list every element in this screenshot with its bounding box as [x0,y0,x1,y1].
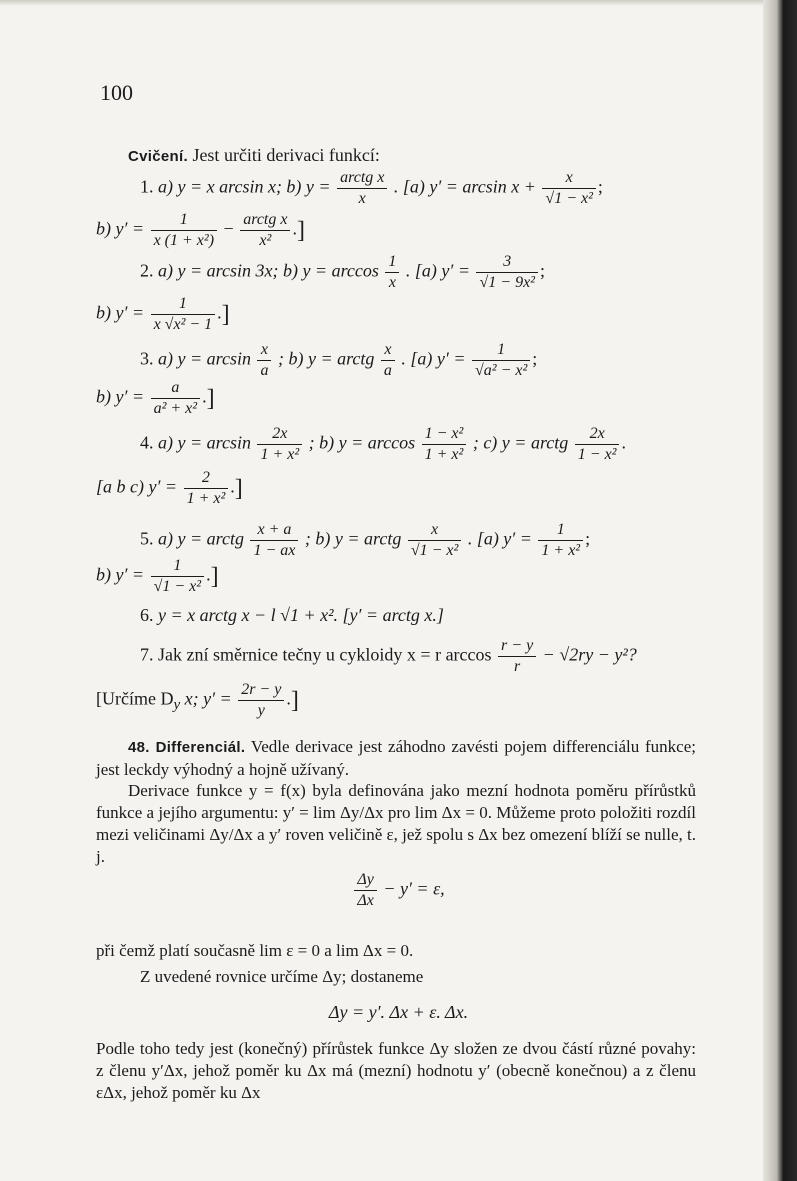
fraction-numerator: 3 [476,252,537,273]
fraction-denominator: r [513,658,521,675]
exercise-7-label: 7. [140,644,154,665]
fraction-denominator: Δx [357,892,374,909]
exercise-5-b: ; b) y = arctg [304,528,402,549]
exercise-5-label: 5. [140,528,154,549]
exercise-4: 4. a) y = arcsin $\frac{2x}{\text{1 + x²}}$ ; b) y = arccos $\frac{\text{1 − x²}}{\text{1 + x²}}$ ; c) y = arctg $\frac{2x}{\text{1 − x²}}$ . [140,425,626,463]
exercise-4-label: 4. [140,432,154,453]
fraction-denominator: x [388,274,396,291]
exercise-6-label: 6. [140,605,154,625]
fraction-numerator: 1 [538,520,583,541]
fraction-numerator: 2x [257,424,302,445]
fraction-numerator: 2r − y [238,680,284,701]
page-number: 100 [100,80,133,105]
exercises-intro: Jest určiti derivaci funkcí: [192,145,380,165]
exercise-1: 1. a) y = x arcsin x; b) y = $\frac{\text{arctg x}}{x}$ . [a) y′ = arcsin x + $\frac{x}{\text{√1 − x²}}$ ; [140,169,603,207]
fraction-denominator: a [383,362,392,379]
fraction-numerator: 1 [472,340,530,361]
exercise-5-answer-a-fraction [538,520,583,561]
fraction-denominator: √1 − x² [545,190,593,207]
fraction-numerator: 1 − x² [422,424,467,445]
fraction-numerator: x [257,340,271,361]
exercise-2-a: a) y = arcsin 3x; b) y = arccos [158,260,379,281]
exercise-2-answer-b: b) y′ = $\frac{1}{\text{x √x² − 1}}$ .] [96,295,230,333]
fraction-numerator: arctg x [337,168,387,189]
fraction-numerator: x + a [250,520,298,541]
fraction-numerator: r − y [498,636,536,657]
exercise-7-answer-mid: x; y′ = [184,688,232,709]
fraction-denominator: 1 + x² [186,490,226,507]
exercise-2: 2. a) y = arcsin 3x; b) y = arccos $\frac{1}{x}$ . [a) y′ = $\frac{3}{\text{√1 − 9x²}}$ ; [140,253,545,291]
exercise-1-a: a) y = x arcsin x; b) y = [158,176,331,197]
exercise-4-c-fraction [575,424,620,465]
fraction-denominator: x [358,190,366,207]
exercise-7-fraction [498,636,536,677]
exercise-4-answer-lead: [a b c) y′ = [96,476,178,497]
exercise-5-answer-b-lead: b) y′ = [96,564,145,585]
fraction-numerator: x [381,340,395,361]
exercise-2-answer-a-lead: . [a) y′ = [405,260,470,281]
equation-2: Δy = y′. Δx + ε. Δx. [328,1002,469,1022]
exercise-1-b-fraction [337,168,387,209]
exercise-4-answer: [a b c) y′ = $\frac{2}{\text{1 + x²}}$ .] [96,469,243,507]
exercise-2-b-fraction [385,252,399,293]
fraction-denominator: 1 − ax [253,542,296,559]
exercises-heading [128,144,380,168]
section-paragraph-1 [96,736,696,781]
exercise-2-answer-a-fraction [476,252,537,293]
exercise-1-answer-b-lead: b) y′ = [96,218,145,239]
exercise-7-text: Jak zní směrnice tečny u cykloidy x = r arccos [158,644,492,665]
equation-1 [0,870,797,911]
fraction-numerator: x [408,520,461,541]
fraction-denominator: x (1 + x²) [153,232,215,249]
equation-1-tail: − y′ = ε, [383,878,445,899]
exercise-3-b: ; b) y = arctg [277,348,375,369]
fraction-denominator: √1 − x² [153,578,202,595]
section-paragraph-4: Z uvedené rovnice určíme Δy; dostaneme [140,967,424,986]
page-top-shadow [0,0,797,6]
fraction-denominator: x² [259,232,272,249]
exercise-3-answer-b-lead: b) y′ = [96,386,145,407]
exercise-5-b-fraction [408,520,461,561]
fraction-denominator: √1 − 9x² [479,274,535,291]
fraction-numerator: 1 [385,252,399,273]
exercise-7-answer: [Určíme $D_y$ x; y′ = $\frac{2r - y}{y}$ .] [96,681,299,719]
fraction-denominator: x √x² − 1 [153,316,213,333]
exercise-6-text: y = x arctg x − l √1 + x². [y′ = arctg x.] [158,605,444,625]
fraction-denominator: 1 − x² [577,446,617,463]
exercises-title: Cvičení. [128,148,188,165]
fraction-denominator: 1 + x² [424,446,464,463]
fraction-denominator: 1 + x² [260,446,300,463]
exercise-1-label: 1. [140,176,154,197]
exercise-3-answer-a-fraction [472,340,530,381]
exercise-5: 5. a) y = arctg $\frac{x + a}{1 - ax}$ ; b) y = arctg $\frac{x}{\text{√1 − x²}}$ . [a) y′ = $\frac{1}{\text{1 + x²}}$ ; [140,521,591,559]
exercise-5-answer-a-lead: . [a) y′ = [467,528,532,549]
section-number: 48. [128,739,150,756]
equation-1-fraction [354,870,377,911]
fraction-numerator: x [542,168,595,189]
exercise-3-answer-b: b) y′ = $\frac{a}{\text{a² + x²}}$ .] [96,379,215,417]
exercise-4-b-fraction [422,424,467,465]
exercise-7-answer-fraction [238,680,284,721]
exercise-3-label: 3. [140,348,154,369]
exercise-1-answer-b2-fraction [240,210,290,251]
exercise-3-a-fraction [257,340,271,381]
exercise-4-b: ; b) y = arccos [308,432,416,453]
exercise-7 [140,636,637,677]
exercise-2-label: 2. [140,260,154,281]
exercise-1-answer-a-fraction [542,168,595,209]
exercise-4-a: a) y = arcsin [158,432,251,453]
fraction-numerator: 1 [151,210,217,231]
fraction-denominator: 1 + x² [541,542,581,559]
section-paragraph-3: při čemž platí současně lim ε = 0 a lim Δx = 0. [96,941,414,960]
exercise-3: 3. a) y = arcsin $\frac{x}{a}$ ; b) y = arctg $\frac{x}{a}$ . [a) y′ = $\frac{1}{\text{√a² − x²}}$ ; [140,341,538,379]
exercise-1-answer-b: b) y′ = $\frac{1}{\text{x (1 + x²)}}$ − $\frac{\text{arctg x}}{\text{x²}}$ .] [96,211,305,249]
exercise-4-c: ; c) y = arctg [472,432,569,453]
exercise-7-answer-lead: [Určíme D [96,688,174,709]
fraction-denominator: a [260,362,269,379]
exercise-4-answer-fraction [184,468,229,509]
fraction-numerator: 2 [184,468,229,489]
fraction-denominator: √1 − x² [410,542,459,559]
fraction-numerator: Δy [354,870,377,891]
fraction-denominator: √a² − x² [475,362,528,379]
exercise-3-answer-b-fraction [151,378,201,419]
fraction-numerator: a [151,378,201,399]
exercise-5-a-fraction [250,520,298,561]
fraction-denominator: y [257,702,265,719]
exercise-7-tail: − √2ry − y²? [542,644,637,665]
exercise-2-answer-b-fraction [151,294,216,335]
exercise-5-a: a) y = arctg [158,528,244,549]
exercise-1-answer-a-lead: . [a) y′ = arcsin x + [393,176,536,197]
exercise-2-answer-b-lead: b) y′ = [96,302,145,323]
fraction-numerator: 1 [151,556,204,577]
section-p1-text: Vedle derivace jest záhodno zavésti pojem differenciálu funkce; jest leckdy výhodný a hojně užívaný. [96,737,696,779]
fraction-numerator: 1 [151,294,216,315]
exercise-3-b-fraction [381,340,395,381]
fraction-numerator: arctg x [240,210,290,231]
exercise-6 [140,604,444,626]
section-title: Differenciál. [155,739,246,756]
exercise-3-a: a) y = arcsin [158,348,251,369]
exercise-5-answer-b: b) y′ = $\frac{1}{\text{√1 − x²}}$ .] [96,557,219,595]
section-paragraph-2: Derivace funkce y = f(x) byla definována jako mezní hodnota poměru přírůstků funkce a jejího argumentu: y′ = lim Δy/Δx pro lim Δx = 0. Můžeme proto položiti rozdíl mezi veličinami Δy/Δx a y′ roven veličině ε, jež spolu s Δx bez omezení blíží se nulle, t. j. [96,781,696,866]
exercise-5-answer-b-fraction [151,556,204,597]
exercise-4-a-fraction [257,424,302,465]
fraction-numerator: 2x [575,424,620,445]
exercise-3-answer-a-lead: . [a) y′ = [401,348,466,369]
fraction-denominator: a² + x² [153,400,198,417]
exercise-1-answer-b1-fraction [151,210,217,251]
section-paragraph-5: Podle toho tedy jest (konečný) přírůstek funkce Δy složen ze dvou částí různé povahy: z členu y′Δx, jehož poměr ku Δx má (mezní) hodnotu y′ (obecně konečnou) a z členu εΔx, jehož poměr ku Δx [96,1039,696,1102]
